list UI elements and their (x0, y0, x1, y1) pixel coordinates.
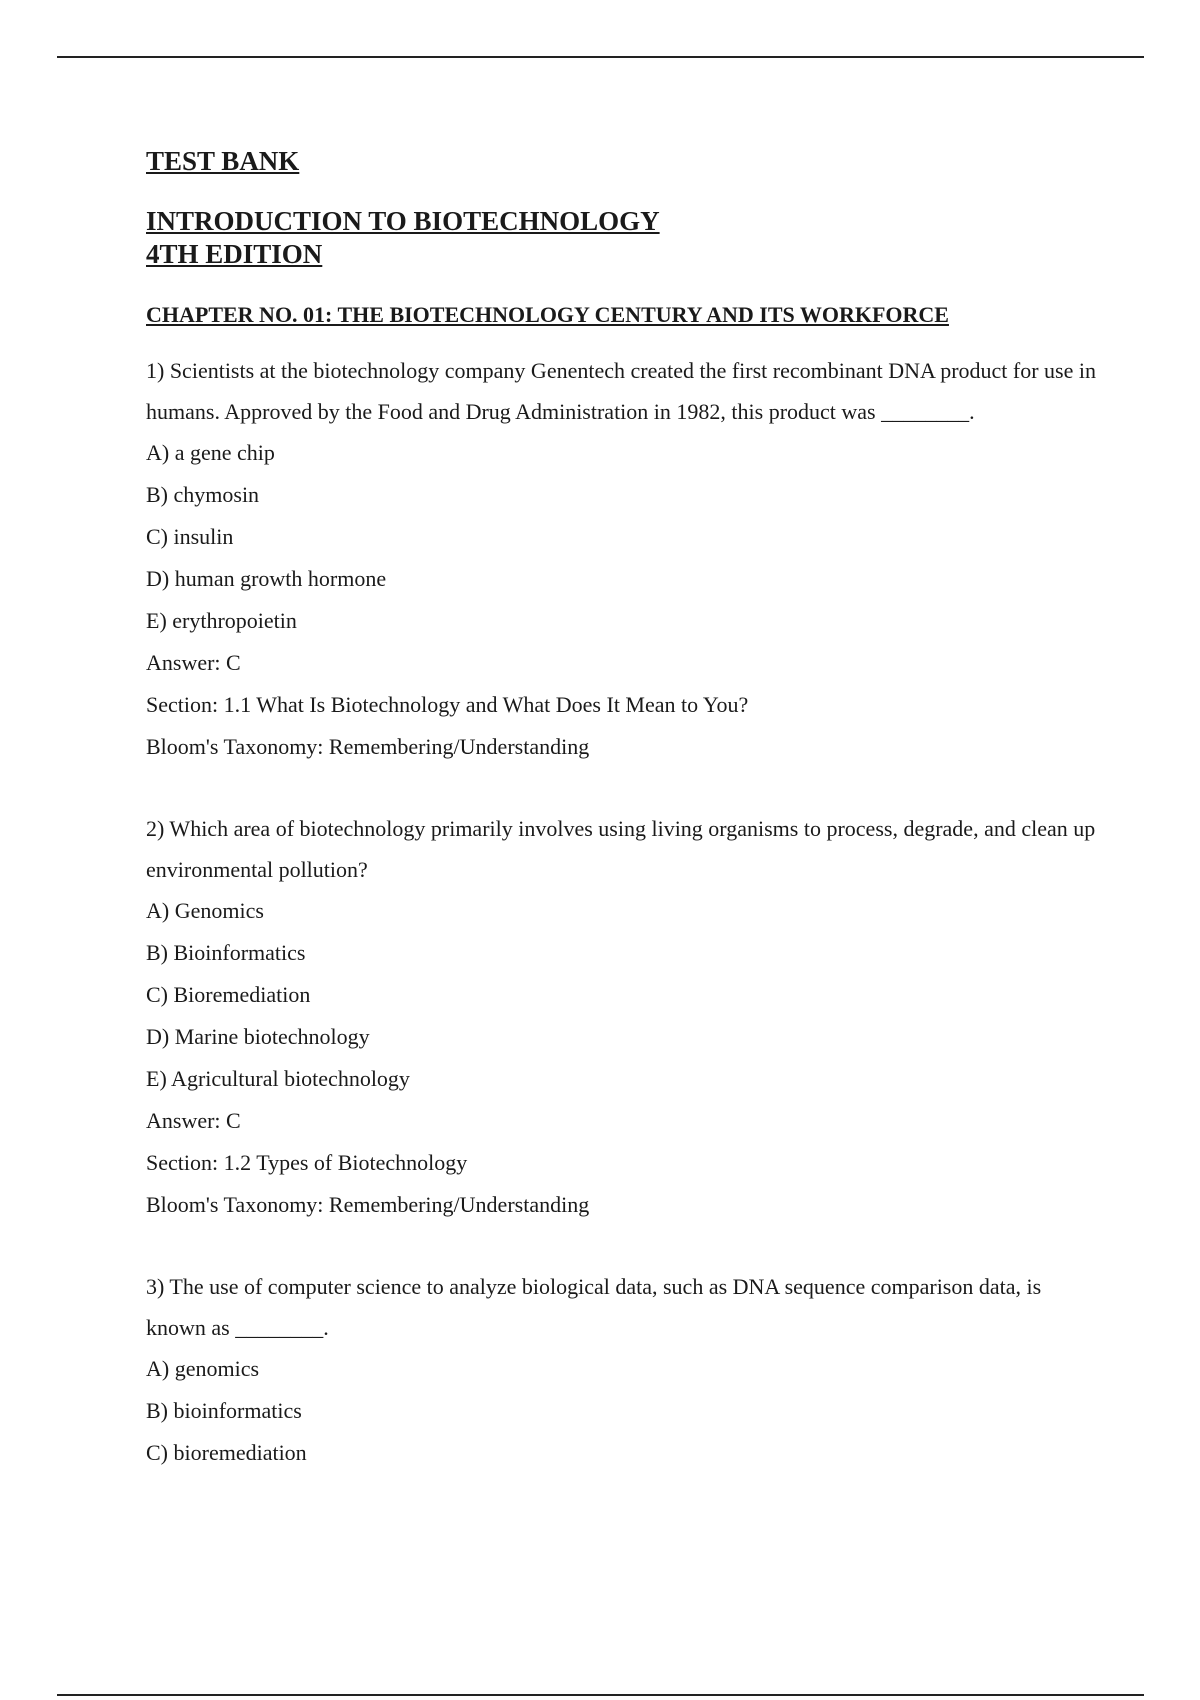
document-body (146, 145, 1106, 1514)
option-d: D) human growth hormone (146, 566, 387, 591)
question-3 (146, 1266, 1106, 1474)
option-a: A) a gene chip (146, 440, 275, 465)
section: Section: 1.1 What Is Biotechnology and What Does It Mean to You? (146, 692, 749, 717)
question-stem: 3) The use of computer science to analyze biological data, such as DNA sequence comparison data, is known as ________. (146, 1274, 1042, 1340)
book-title-line2: 4TH EDITION (146, 239, 323, 269)
bloom-taxonomy: Bloom's Taxonomy: Remembering/Understanding (146, 734, 590, 759)
option-d: D) Marine biotechnology (146, 1024, 370, 1049)
option-e: E) erythropoietin (146, 608, 297, 633)
bottom-rule (57, 1694, 1144, 1696)
question-stem: 1) Scientists at the biotechnology company Genentech created the first recombinant DNA product for use in humans. Approved by the Food and Drug Administration in 1982, this product was ________. (146, 358, 1096, 424)
test-bank-title: TEST BANK (146, 146, 300, 176)
question-2 (146, 808, 1106, 1226)
answer: Answer: C (146, 650, 241, 675)
bloom-taxonomy: Bloom's Taxonomy: Remembering/Understanding (146, 1192, 590, 1217)
option-b: B) bioinformatics (146, 1398, 302, 1423)
question-1 (146, 350, 1106, 768)
option-a: A) Genomics (146, 898, 264, 923)
option-c: C) bioremediation (146, 1440, 307, 1465)
option-b: B) chymosin (146, 482, 260, 507)
book-title-line1: INTRODUCTION TO BIOTECHNOLOGY (146, 206, 660, 236)
question-stem: 2) Which area of biotechnology primarily involves using living organisms to process, degrade, and clean up environmental pollution? (146, 816, 1096, 882)
chapter-title: CHAPTER NO. 01: THE BIOTECHNOLOGY CENTURY AND ITS WORKFORCE (146, 302, 949, 327)
answer: Answer: C (146, 1108, 241, 1133)
section: Section: 1.2 Types of Biotechnology (146, 1150, 468, 1175)
option-c: C) Bioremediation (146, 982, 311, 1007)
option-c: C) insulin (146, 524, 234, 549)
option-b: B) Bioinformatics (146, 940, 306, 965)
option-a: A) genomics (146, 1356, 260, 1381)
option-e: E) Agricultural biotechnology (146, 1066, 410, 1091)
top-rule (57, 56, 1144, 58)
